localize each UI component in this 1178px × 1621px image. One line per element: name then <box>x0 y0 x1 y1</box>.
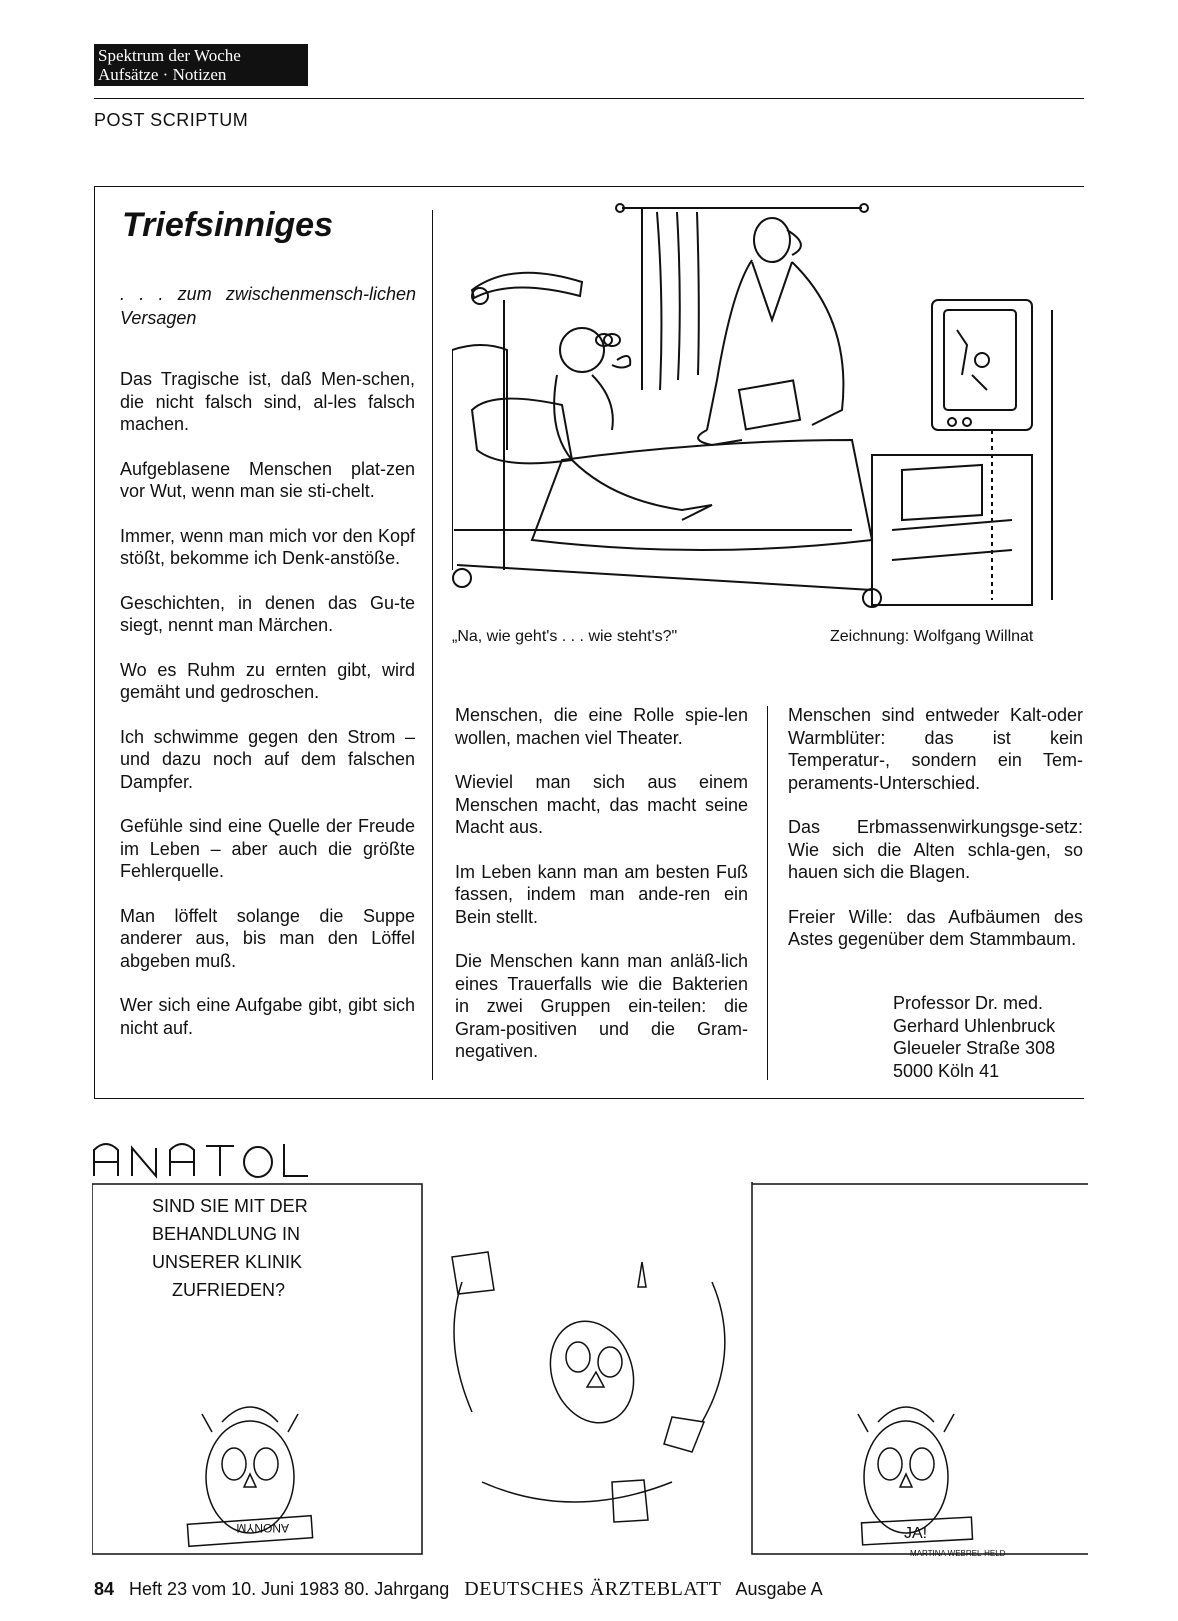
article-box-left-rule <box>94 186 95 1098</box>
article-title: Triefsinniges <box>122 206 333 244</box>
anatol-comic-strip <box>92 1182 1088 1562</box>
owl-sign-text: ANONYM <box>236 1521 289 1535</box>
section-tag-line2: Aufsätze · Notizen <box>98 65 227 84</box>
article-subtitle: . . . zum zwischenmensch-lichen Versagen <box>120 284 416 328</box>
page-footer <box>94 1578 823 1601</box>
anatol-title-lettering <box>92 1140 312 1180</box>
aphorism: Geschichten, in denen das Gu-te siegt, nennt man Märchen. <box>120 592 415 635</box>
owl-figure <box>452 1252 725 1522</box>
issue-info: Heft 23 vom 10. Juni 1983 80. Jahrgang <box>129 1579 450 1599</box>
section-tag-line1: Spektrum der Woche <box>98 46 241 65</box>
aphorism: Man löffelt solange die Suppe anderer aus, bis man den Löffel abgeben muß. <box>120 905 415 971</box>
column-2 <box>455 704 748 1085</box>
aphorism: Wer sich eine Aufgabe gibt, gibt sich nicht auf. <box>120 995 415 1038</box>
aphorism: Menschen sind entweder Kalt-oder Warmblüter: das ist kein Temperatur-, sondern ein Tem-peraments-Unterschied. <box>788 705 1083 793</box>
cartoon-credit: Zeichnung: Wolfgang Willnat <box>830 628 1034 645</box>
aphorism: Aufgeblasene Menschen plat-zen vor Wut, wenn man sie sti-chelt. <box>120 458 415 501</box>
aphorism: Wo es Ruhm zu ernten gibt, wird gemäht und gedroschen. <box>120 659 415 702</box>
hospital-cartoon <box>452 200 1084 620</box>
aphorism: Menschen, die eine Rolle spie-len wollen, machen viel Theater. <box>455 705 748 748</box>
aphorism: Gefühle sind eine Quelle der Freude im Leben – aber auch die größte Fehlerquelle. <box>120 816 415 881</box>
section-tag <box>94 44 308 86</box>
author-line: 5000 Köln 41 <box>893 1060 1000 1081</box>
speech-line: ZUFRIEDEN? <box>172 1280 286 1300</box>
edition: Ausgabe A <box>735 1579 823 1599</box>
speech-line: SIND SIE MIT DER <box>152 1196 308 1216</box>
article-box-bottom-rule <box>94 1098 1084 1099</box>
top-rule <box>94 98 1084 99</box>
speech-line: UNSERER KLINIK <box>152 1252 303 1272</box>
aphorism: Ich schwimme gegen den Strom – und dazu noch auf dem falschen Dampfer. <box>120 726 415 792</box>
column-3 <box>788 704 1083 973</box>
owl-sign-text: JA! <box>904 1525 928 1542</box>
aphorism: Freier Wille: das Aufbäumen des Astes gegenüber dem Stammbaum. <box>788 906 1083 949</box>
cartoon-caption: „Na, wie geht's . . . wie steht's?" <box>452 628 678 645</box>
author-line: Gleueler Straße 308 <box>893 1038 1056 1058</box>
aphorism: Immer, wenn man mich vor den Kopf stößt, bekomme ich Denk-anstöße. <box>120 525 415 568</box>
kicker: POST SCRIPTUM <box>94 110 249 130</box>
aphorism: Das Tragische ist, daß Men-schen, die nicht falsch sind, al-les falsch machen. <box>120 369 415 434</box>
author-address <box>893 992 1055 1082</box>
aphorism: Wieviel man sich aus einem Menschen macht, das macht seine Macht aus. <box>455 772 748 837</box>
speech-line: BEHANDLUNG IN <box>152 1224 301 1244</box>
artist-signature: MARTINA WEBREL-HELD <box>910 1549 1006 1558</box>
journal-name: DEUTSCHES ÄRZTEBLATT <box>464 1578 722 1600</box>
column-1 <box>120 368 415 1061</box>
author-line: Professor Dr. med. <box>893 993 1044 1013</box>
author-line: Gerhard Uhlenbruck <box>893 1015 1056 1036</box>
page-number: 84 <box>94 1579 115 1599</box>
aphorism: Im Leben kann man am besten Fuß fassen, indem man ande-ren ein Bein stellt. <box>455 861 748 927</box>
aphorism: Das Erbmassenwirkungsge-setz: Wie sich die Alten schla-gen, so hauen sich die Blagen. <box>788 817 1083 882</box>
aphorism: Die Menschen kann man anläß-lich eines Trauerfalls wie die Bakterien in zwei Gruppen ein-teilen: die Gram-positiven und die Gram-negativen. <box>455 951 748 1061</box>
column-divider <box>432 210 433 1080</box>
column-divider <box>767 706 768 1080</box>
article-box-top-rule <box>94 186 1084 187</box>
